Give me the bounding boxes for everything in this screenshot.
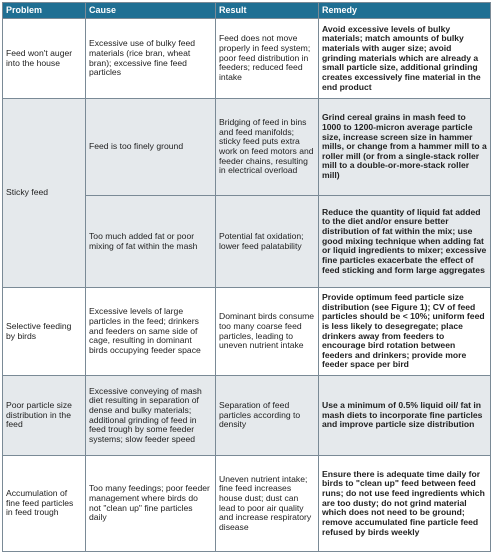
problem-cell: Accumulation of fine feed particles in feed trough (3, 456, 86, 552)
header-cause: Cause (86, 3, 216, 19)
problem-cell: Sticky feed (3, 99, 86, 288)
header-row (3, 3, 491, 19)
remedy-cell: Grind cereal grains in mash feed to 1000 to 1200-micron average particle size, increase screen size in hammer mills, or change from a hammer mill to a roller mill (or from a single-stack roller mill to a double-or-more-stack roller mill) (319, 99, 491, 196)
header-result: Result (216, 3, 319, 19)
remedy-cell: Provide optimum feed particle size distribution (see Figure 1); CV of feed particles should be < 10%; uniform feed is less likely to desegregate; place drinkers away from feeders to encourage bird rotation between feeders and drinkers; provide more feeder space per bird (319, 288, 491, 376)
cause-cell: Excessive levels of large particles in the feed; drinkers and feeders on same side of cage, resulting in dominant birds occupying feeder space (86, 288, 216, 376)
table-row (3, 288, 491, 376)
result-cell: Feed does not move properly in feed system; poor feed distribution in feeders; reduced feed intake (216, 19, 319, 99)
result-cell: Dominant birds consume too many coarse feed particles, leading to uneven nutrient intake (216, 288, 319, 376)
table-row (3, 19, 491, 99)
result-cell: Potential fat oxidation; lower feed palatability (216, 196, 319, 288)
table-row (3, 99, 491, 196)
feed-problems-table (2, 2, 491, 552)
cause-cell: Too much added fat or poor mixing of fat within the mash (86, 196, 216, 288)
remedy-cell: Avoid excessive levels of bulky materials; match amounts of bulky materials with auger size; avoid grinding materials which are already a small particle size, additional grinding creates excessively fine material in the end product (319, 19, 491, 99)
table-row (3, 456, 491, 552)
result-cell: Uneven nutrient intake; fine feed increases house dust; dust can lead to poor air quality and increase respiratory disease (216, 456, 319, 552)
header-problem: Problem (3, 3, 86, 19)
remedy-cell: Ensure there is adequate time daily for birds to "clean up" feed between feed runs; do not use feed ingredients which are too dusty; do not grind material which does not need to be ground; remove accumulated fine particle feed refused by birds weekly (319, 456, 491, 552)
cause-cell: Too many feedings; poor feeder management where birds do not "clean up" fine particles daily (86, 456, 216, 552)
problem-cell: Selective feeding by birds (3, 288, 86, 376)
problem-cell: Feed won't auger into the house (3, 19, 86, 99)
cause-cell: Excessive use of bulky feed materials (rice bran, wheat bran); excessive fine feed particles (86, 19, 216, 99)
problem-cell: Poor particle size distribution in the feed (3, 376, 86, 456)
result-cell: Bridging of feed in bins and feed manifolds; sticky feed puts extra work on feed motors and feeder chains, resulting in electrical overload (216, 99, 319, 196)
table-row (3, 376, 491, 456)
result-cell: Separation of feed particles according to density (216, 376, 319, 456)
remedy-cell: Use a minimum of 0.5% liquid oil/ fat in mash diets to incorporate fine particles and improve particle size distribution (319, 376, 491, 456)
remedy-cell: Reduce the quantity of liquid fat added to the diet and/or ensure better distribution of fat within the mix; use good mixing technique when adding fat or liquid ingredients to mixer; excessive fine particles exacerbate the effect of feed sticking and form large aggregates (319, 196, 491, 288)
cause-cell: Excessive conveying of mash diet resulting in separation of dense and bulky materials; additional grinding of feed in feed trough by some feeder systems; slow feeder speed (86, 376, 216, 456)
header-remedy: Remedy (319, 3, 491, 19)
cause-cell: Feed is too finely ground (86, 99, 216, 196)
